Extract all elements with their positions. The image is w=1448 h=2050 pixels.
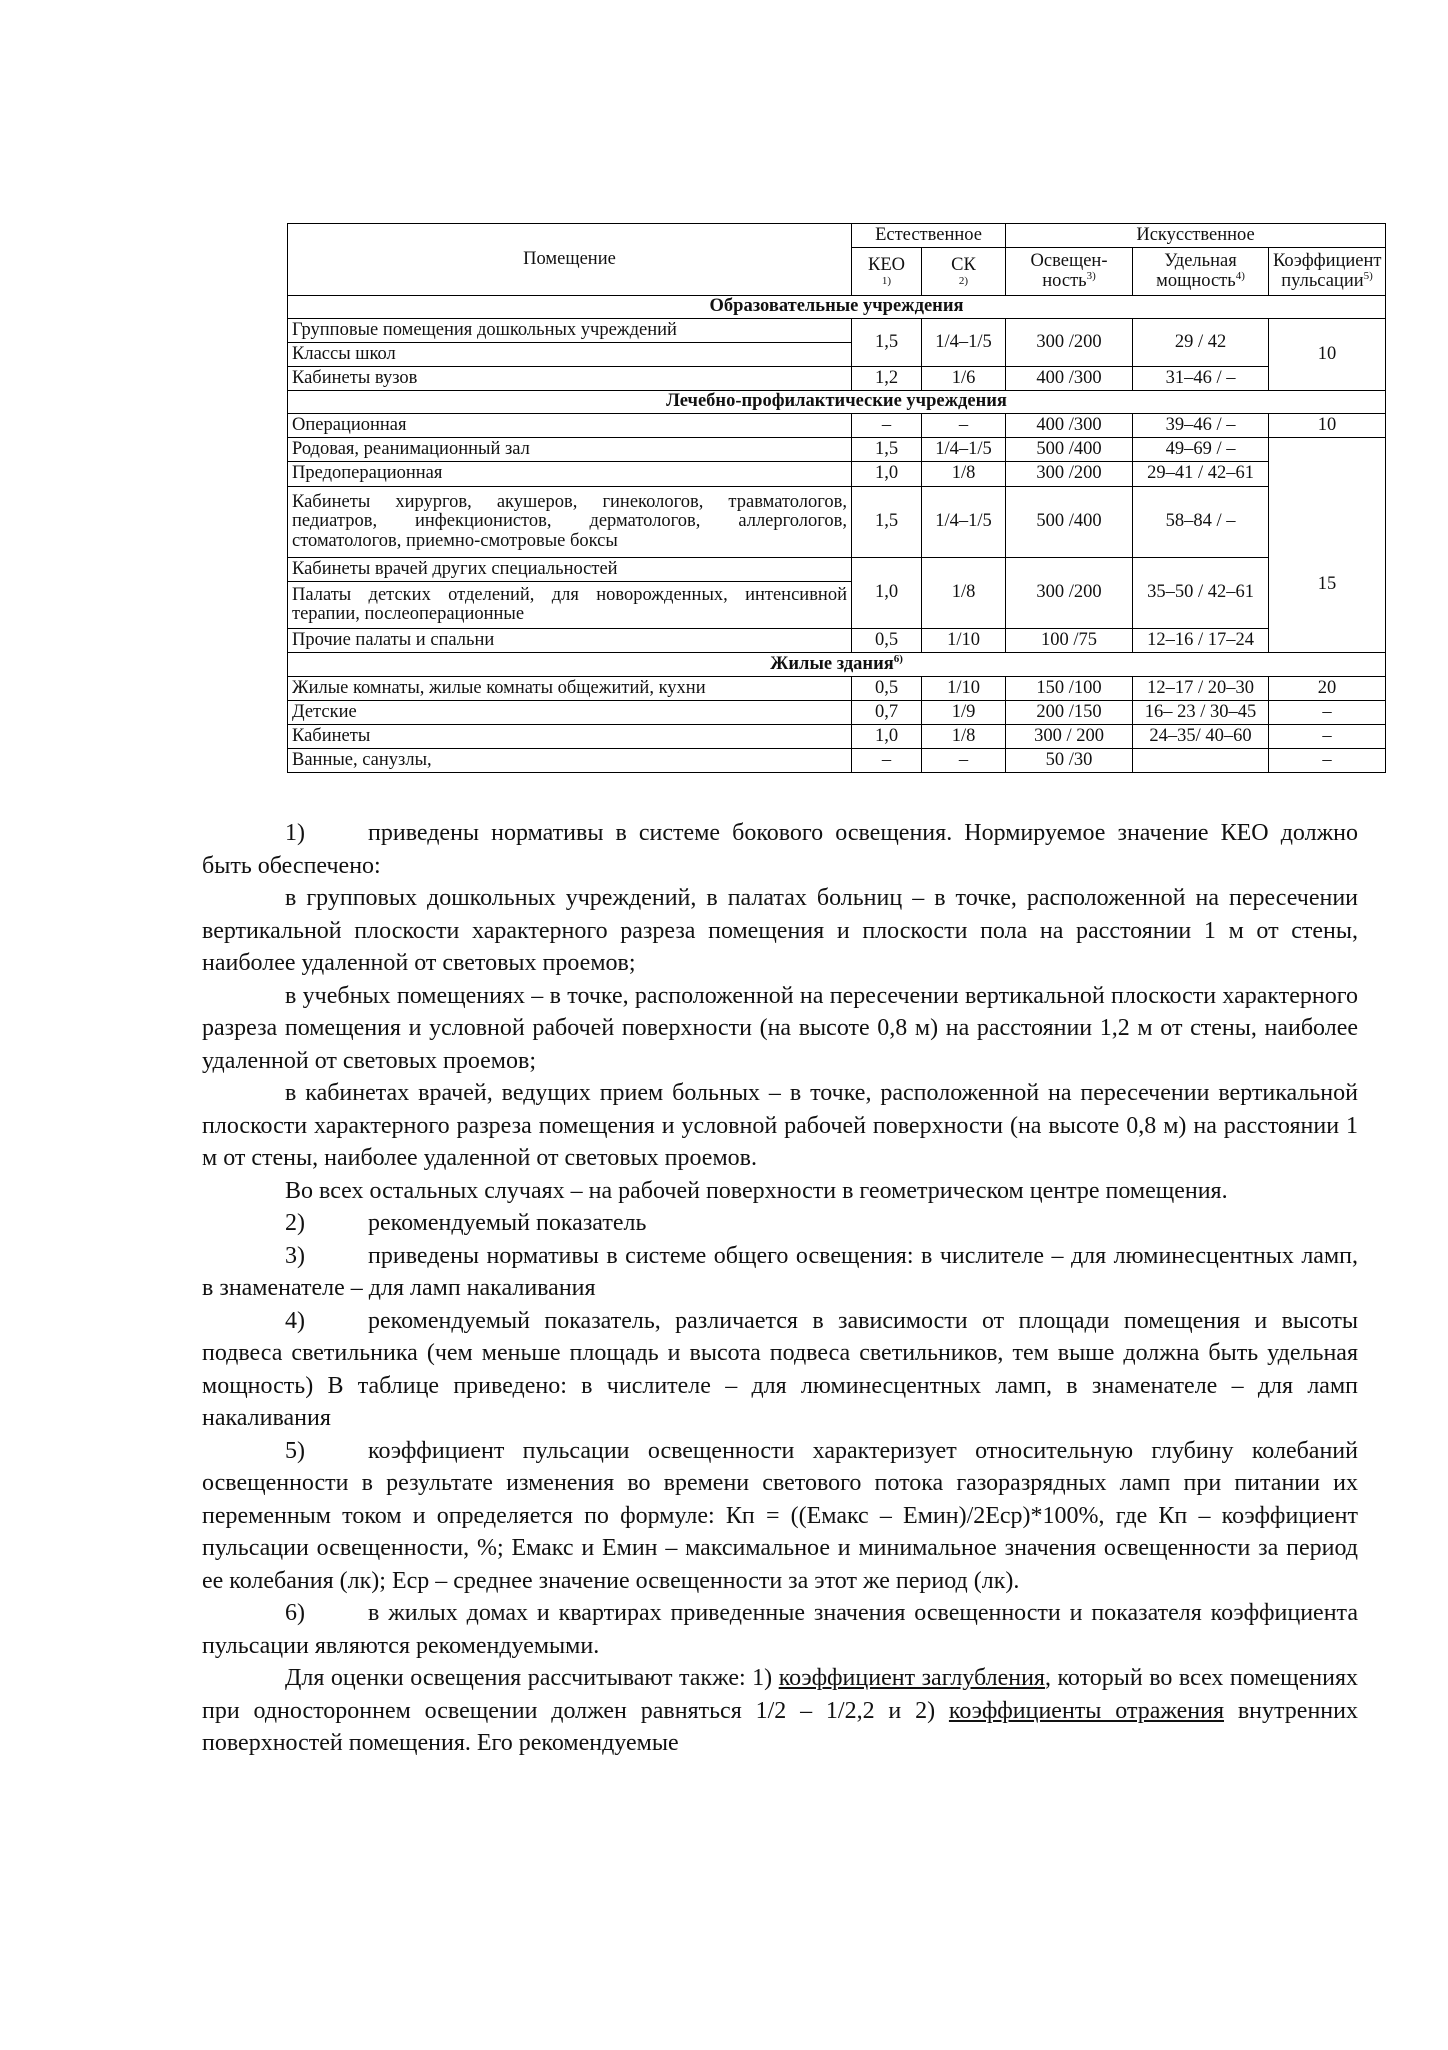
cell-sk: – [922, 414, 1006, 438]
lighting-norms-table [287, 223, 1386, 773]
row-university-rooms: Кабинеты вузов [288, 367, 852, 391]
row-other-doctors: Кабинеты врачей других специальностей [288, 558, 852, 582]
cell-illum: 500 /400 [1006, 487, 1133, 558]
final-paragraph: Для оценки освещения рассчитывают также: 1) коэффициент заглубления, который во всех помещениях при одностороннем освещении должен равняться 1/2 – 1/2,2 и 2) коэффициенты отражения внутренних поверхностей помещения. Его рекомендуемые [202, 1665, 1358, 1756]
footnote-2: 2) рекомендуемый показатель [285, 1210, 647, 1236]
cell-illum: 400 /300 [1006, 414, 1133, 438]
term-depth-coefficient: коэффициент заглубления [778, 1665, 1045, 1691]
row-living-rooms: Жилые комнаты, жилые комнаты общежитий, кухни [288, 677, 852, 701]
cell-power: 12–16 / 17–24 [1133, 629, 1269, 653]
row-preschool-groups: Групповые помещения дошкольных учреждений [288, 319, 852, 343]
header-power: Удельная мощность$^{4)}$ [1133, 248, 1269, 296]
cell-sk: 1/4–1/5 [922, 487, 1006, 558]
cell-keo: 0,5 [852, 677, 922, 701]
footnote-1a: в групповых дошкольных учреждений, в палатах больниц – в точке, расположенной на пересечении вертикальной плоскости характерного разреза помещения и плоскости пола на расстоянии 1 м от стены, наиболее удаленной от световых проемов; [202, 885, 1358, 976]
row-studies: Кабинеты [288, 725, 852, 749]
cell-power: 58–84 / – [1133, 487, 1269, 558]
cell-keo: – [852, 414, 922, 438]
cell-sk: 1/6 [922, 367, 1006, 391]
cell-sk: 1/8 [922, 558, 1006, 629]
section-residential: Жилые здания$^{6)}$ [288, 653, 1386, 677]
cell-sk: – [922, 749, 1006, 773]
header-sk: СК 2) [922, 248, 1006, 296]
cell-pulse: 15 [1269, 438, 1386, 653]
cell-keo: – [852, 749, 922, 773]
footnote-5: 5) коэффициент пульсации освещенности характеризует относительную глубину колебаний освещенности в результате изменения во времени светового потока газоразрядных ламп при питании их переменным током и определяется по формуле: Кп = ((Емакс – Емин)/2Еср)*100%, где Кп – коэффициент пульсации освещенности, %; Емакс и Емин – максимальное и минимальное значения освещенности за период ее колебания (лк); Еср – среднее значение освещенности за этот же период (лк). [202, 1437, 1358, 1594]
cell-keo: 1,0 [852, 558, 922, 629]
cell-power: 29–41 / 42–61 [1133, 462, 1269, 487]
footnote-4: 4) рекомендуемый показатель, различается в зависимости от площади помещения и высоты подвеса светильника (чем меньше площадь и высота подвеса светильников, тем выше должна быть удельная мощность) В таблице приведено: в числителе – для люминесцентных ламп, в знаменателе – для ламп накаливания [202, 1307, 1358, 1431]
cell-power: 35–50 / 42–61 [1133, 558, 1269, 629]
cell-keo: 1,0 [852, 725, 922, 749]
row-children-wards: Палаты детских отделений, для новорожденных, интенсивной терапии, послеоперационные [288, 582, 852, 629]
cell-keo: 1,5 [852, 438, 922, 462]
cell-pulse: – [1269, 701, 1386, 725]
cell-power [1133, 749, 1269, 773]
row-operating: Операционная [288, 414, 852, 438]
footnote-1: 1) приведены нормативы в системе бокового освещения. Нормируемое значение КЕО должно быть обеспечено: [202, 820, 1358, 879]
cell-power: 16– 23 / 30–45 [1133, 701, 1269, 725]
header-room: Помещение [288, 224, 852, 296]
cell-illum: 300 /200 [1006, 462, 1133, 487]
header-natural: Естественное [852, 224, 1006, 248]
cell-keo: 0,5 [852, 629, 922, 653]
footnote-1d: Во всех остальных случаях – на рабочей поверхности в геометрическом центре помещения. [285, 1177, 1228, 1204]
row-other-wards: Прочие палаты и спальни [288, 629, 852, 653]
term-reflection-coefficients: коэффициенты отражения [948, 1697, 1225, 1724]
row-preoperative: Предоперационная [288, 462, 852, 487]
cell-illum: 500 /400 [1006, 438, 1133, 462]
cell-illum: 50 /30 [1006, 749, 1133, 773]
row-school-classes: Классы школ [288, 343, 852, 367]
header-artificial: Искусственное [1006, 224, 1386, 248]
cell-illum: 200 /150 [1006, 701, 1133, 725]
cell-pulse: – [1269, 725, 1386, 749]
cell-keo: 1,0 [852, 462, 922, 487]
footnotes [202, 817, 1358, 1760]
section-education: Образовательные учреждения [288, 296, 1386, 319]
cell-illum: 300 /200 [1006, 319, 1133, 367]
footnote-3: 3) приведены нормативы в системе общего освещения: в числителе – для люминесцентных ламп, в знаменателе – для ламп накаливания [202, 1242, 1358, 1301]
header-illum: Освещен-ность$^{3)}$ [1006, 248, 1133, 296]
row-surgeons-cabinets: Кабинеты хирургов, акушеров, гинекологов, травматологов, педиатров, инфекционистов, дерматологов, аллергологов, стоматологов, приемно-смотровые боксы [288, 487, 852, 558]
section-medical: Лечебно-профилактические учреждения [288, 391, 1386, 414]
cell-sk: 1/4–1/5 [922, 438, 1006, 462]
cell-keo: 1,5 [852, 487, 922, 558]
cell-pulse: 10 [1269, 414, 1386, 438]
cell-sk: 1/10 [922, 629, 1006, 653]
cell-illum: 100 /75 [1006, 629, 1133, 653]
cell-power: 12–17 / 20–30 [1133, 677, 1269, 701]
cell-sk: 1/10 [922, 677, 1006, 701]
cell-sk: 1/9 [922, 701, 1006, 725]
header-keo: КЕО 1) [852, 248, 922, 296]
cell-power: 29 / 42 [1133, 319, 1269, 367]
cell-sk: 1/8 [922, 462, 1006, 487]
cell-illum: 150 /100 [1006, 677, 1133, 701]
cell-sk: 1/8 [922, 725, 1006, 749]
row-delivery: Родовая, реанимационный зал [288, 438, 852, 462]
footnote-1c: в кабинетах врачей, ведущих прием больных – в точке, расположенной на пересечении вертикальной плоскости характерного разреза помещения и условной рабочей поверхности (на высоте 0,8 м) на расстоянии 1 м от стены, наиболее удаленной от световых проемов. [202, 1080, 1358, 1171]
cell-illum: 400 /300 [1006, 367, 1133, 391]
cell-power: 39–46 / – [1133, 414, 1269, 438]
cell-pulse: – [1269, 749, 1386, 773]
row-nursery: Детские [288, 701, 852, 725]
footnote-6: 6) в жилых домах и квартирах приведенные значения освещенности и показателя коэффициента пульсации являются рекомендуемыми. [202, 1600, 1358, 1659]
cell-pulse: 20 [1269, 677, 1386, 701]
cell-keo: 0,7 [852, 701, 922, 725]
cell-keo: 1,2 [852, 367, 922, 391]
cell-illum: 300 /200 [1006, 558, 1133, 629]
cell-illum: 300 / 200 [1006, 725, 1133, 749]
cell-pulse: 10 [1269, 319, 1386, 391]
cell-power: 49–69 / – [1133, 438, 1269, 462]
cell-keo: 1,5 [852, 319, 922, 367]
cell-power: 24–35/ 40–60 [1133, 725, 1269, 749]
cell-sk: 1/4–1/5 [922, 319, 1006, 367]
row-bathrooms: Ванные, санузлы, [288, 749, 852, 773]
footnote-1b: в учебных помещениях – в точке, расположенной на пересечении вертикальной плоскости характерного разреза помещения и условной рабочей поверхности (на высоте 0,8 м) на расстоянии 1,2 м от стены, наиболее удаленной от световых проемов; [202, 982, 1358, 1074]
cell-power: 31–46 / – [1133, 367, 1269, 391]
header-pulse: Коэффициент пульсации$^{5)}$ [1269, 248, 1386, 296]
